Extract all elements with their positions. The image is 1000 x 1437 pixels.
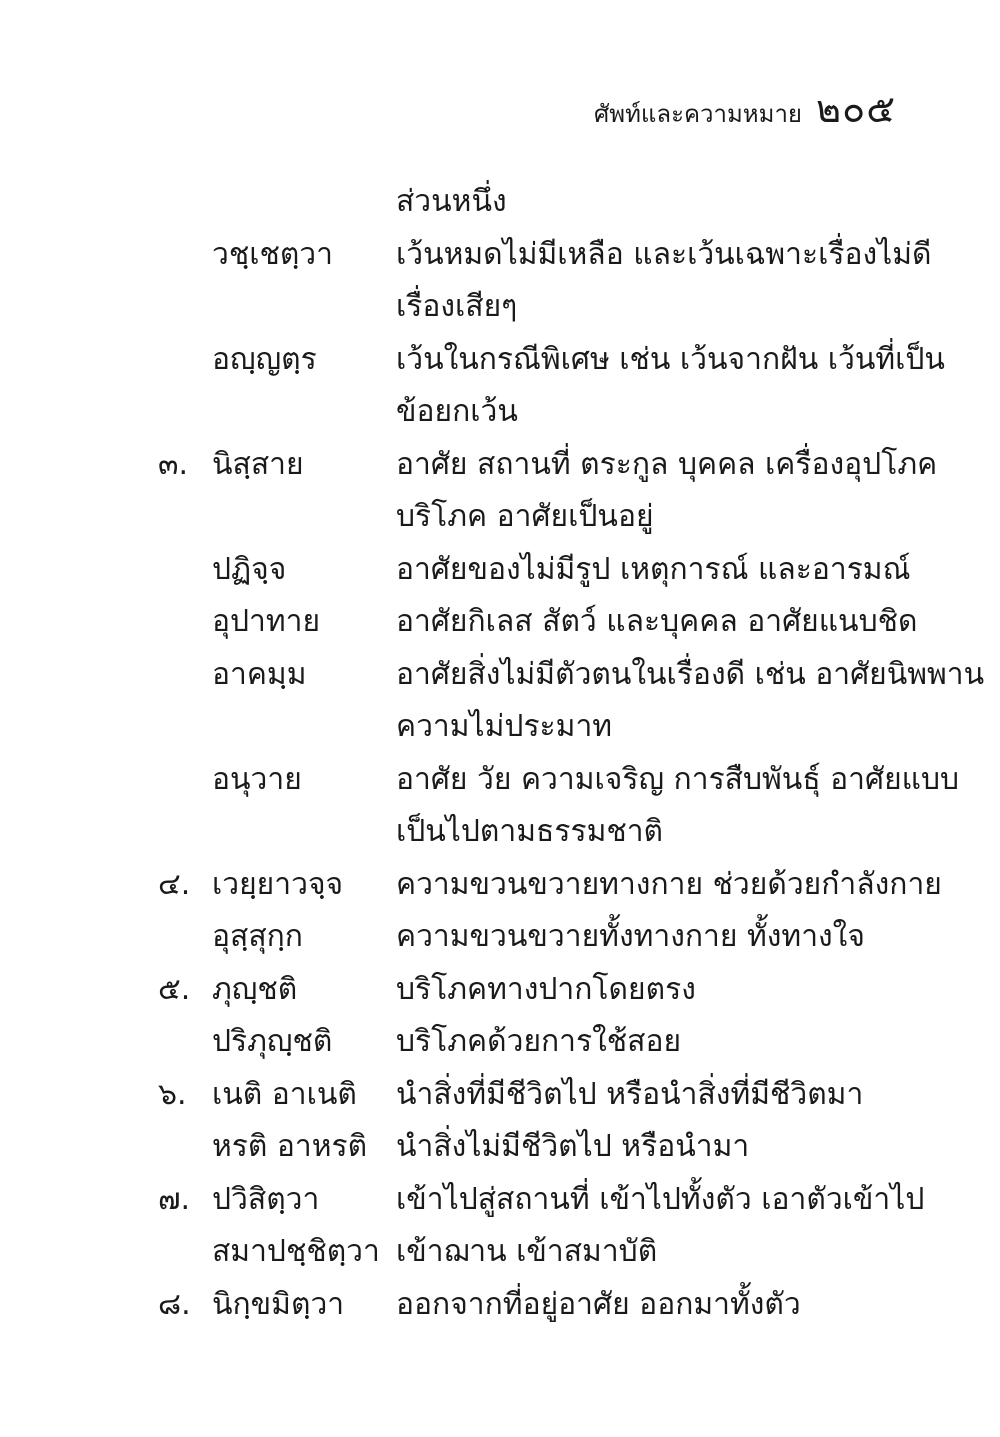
definition-line: ข้อยกเว้น — [396, 394, 518, 429]
glossary-entry — [0, 229, 1000, 334]
entry-definition — [396, 1174, 925, 1227]
entry-term: อุสฺสุกฺก — [212, 919, 303, 954]
glossary-entry — [0, 1069, 1000, 1122]
entry-definition — [396, 649, 985, 754]
definition-line: อาศัย วัย ความเจริญ การสืบพันธุ์ อาศัยแบบ — [396, 761, 960, 797]
definition-line: ส่วนหนึ่ง — [396, 184, 507, 219]
entry-term: ปวิสิตฺวา — [212, 1181, 320, 1217]
entry-term: อญฺญตฺร — [212, 341, 317, 377]
definition-line: เว้นในกรณีพิเศษ เช่น เว้นจากฝัน เว้นที่เป็น — [396, 341, 945, 377]
definition-line: อาศัยสิ่งไม่มีตัวตนในเรื่องดี เช่น อาศัยนิพพาน — [396, 656, 985, 692]
entry-definition — [396, 1016, 916, 1069]
entry-definition — [396, 176, 916, 229]
entry-term: นิสฺสาย — [212, 446, 304, 482]
entry-definition — [396, 1069, 916, 1122]
entry-number: ๔. — [158, 866, 191, 902]
entry-number: ๘. — [158, 1286, 191, 1322]
definition-line: บริโภคด้วยการใช้สอย — [396, 1024, 682, 1059]
glossary-entry — [0, 859, 1000, 912]
entry-definition — [396, 229, 932, 334]
glossary-entry — [0, 176, 1000, 229]
glossary-entry — [0, 754, 1000, 859]
entry-definition — [396, 964, 916, 1017]
running-title: ศัพท์และความหมาย — [594, 100, 802, 128]
definition-line: เรื่องเสียๆ — [396, 289, 518, 324]
entry-definition — [396, 596, 916, 649]
entry-definition — [396, 544, 916, 597]
definition-line: อาศัยกิเลส สัตว์ และบุคคล อาศัยแนบชิด — [396, 604, 918, 639]
definition-line: นำสิ่งไม่มีชีวิตไป หรือนำมา — [396, 1129, 750, 1164]
definition-line: ความขวนขวายทั้งทางกาย ทั้งทางใจ — [396, 919, 865, 954]
glossary-entry — [0, 1226, 1000, 1279]
entry-term: ภุญฺชติ — [212, 971, 298, 1007]
definition-line: นำสิ่งที่มีชีวิตไป หรือนำสิ่งที่มีชีวิตมา — [396, 1076, 864, 1112]
page-header — [594, 78, 896, 139]
entry-term: อนุวาย — [212, 761, 302, 797]
definition-line: เข้าไปสู่สถานที่ เข้าไปทั้งตัว เอาตัวเข้าไป — [396, 1181, 925, 1217]
glossary-entry — [0, 911, 1000, 964]
entry-term: เวยฺยาวจฺจ — [212, 866, 344, 902]
entry-number: ๗. — [158, 1181, 191, 1217]
glossary-entry — [0, 596, 1000, 649]
entry-term: อาคมฺม — [212, 656, 307, 692]
definition-line: อาศัยของไม่มีรูป เหตุการณ์ และอารมณ์ — [396, 551, 911, 587]
entry-definition — [396, 334, 945, 439]
entry-term: หรติ อาหรติ — [212, 1129, 368, 1164]
entry-term: วชฺเชตฺวา — [212, 236, 333, 272]
entry-term: อุปาทาย — [212, 604, 321, 639]
definition-line: ความขวนขวายทางกาย ช่วยด้วยกำลังกาย — [396, 866, 942, 902]
glossary-entry — [0, 1121, 1000, 1174]
glossary-entry — [0, 964, 1000, 1017]
entry-definition — [396, 911, 916, 964]
glossary-entry — [0, 439, 1000, 544]
glossary-entry — [0, 1016, 1000, 1069]
page-number: ๒๐๕ — [815, 87, 896, 131]
entry-term: นิกฺขมิตฺวา — [212, 1286, 345, 1322]
definition-line: บริโภค อาศัยเป็นอยู่ — [396, 499, 654, 534]
glossary-entry — [0, 1174, 1000, 1227]
definition-line: เข้าฌาน เข้าสมาบัติ — [396, 1234, 658, 1269]
glossary-entry — [0, 649, 1000, 754]
entry-definition — [396, 754, 960, 859]
entry-definition — [396, 1226, 916, 1279]
entry-definition — [396, 1279, 916, 1332]
entry-term: ปฏิจฺจ — [212, 551, 287, 587]
glossary-list — [0, 176, 1000, 1331]
definition-line: อาศัย สถานที่ ตระกูล บุคคล เครื่องอุปโภค — [396, 446, 938, 482]
entry-number: ๖. — [158, 1076, 187, 1112]
entry-term: ปริภุญฺชติ — [212, 1024, 333, 1059]
definition-line: บริโภคทางปากโดยตรง — [396, 971, 696, 1007]
entry-number: ๕. — [158, 971, 191, 1007]
definition-line: ความไม่ประมาท — [396, 709, 613, 744]
entry-definition — [396, 1121, 916, 1174]
definition-line: เว้นหมดไม่มีเหลือ และเว้นเฉพาะเรื่องไม่ดี — [396, 236, 932, 272]
entry-term: สมาปชฺชิตฺวา — [212, 1234, 380, 1269]
entry-definition — [396, 439, 938, 544]
definition-line: เป็นไปตามธรรมชาติ — [396, 814, 664, 849]
glossary-entry — [0, 1279, 1000, 1332]
entry-number: ๓. — [158, 446, 189, 482]
entry-definition — [396, 859, 942, 912]
entry-term: เนติ อาเนติ — [212, 1076, 357, 1112]
glossary-entry — [0, 544, 1000, 597]
definition-line: ออกจากที่อยู่อาศัย ออกมาทั้งตัว — [396, 1286, 801, 1322]
glossary-entry — [0, 334, 1000, 439]
